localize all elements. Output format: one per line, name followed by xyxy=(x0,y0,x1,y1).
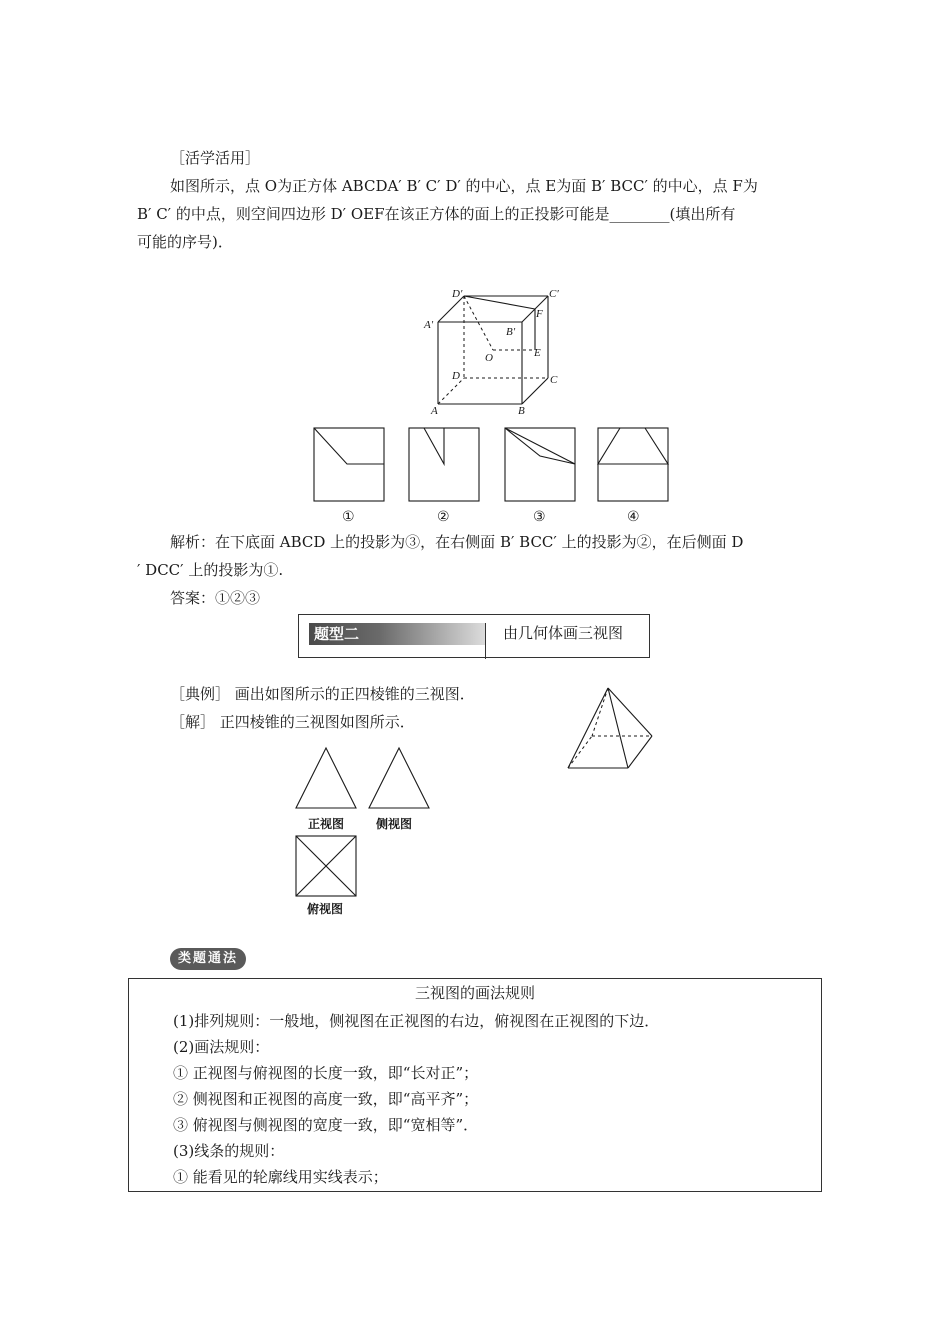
rules-row: ① 能看见的轮廓线用实线表示； xyxy=(173,1168,388,1186)
rules-row: (1)排列规则：一般地，侧视图在正视图的右边，俯视图在正视图的下边． xyxy=(173,1012,660,1030)
summary-pill: 类题通法 xyxy=(170,948,246,970)
side-view-caption: 侧视图 xyxy=(376,817,413,831)
label-b1: B′ xyxy=(506,326,516,338)
rules-row: ① 正视图与俯视图的长度一致，即“长对正”； xyxy=(173,1064,479,1082)
exercise-heading: ［活学活用］ xyxy=(170,149,261,167)
label-d1: D′ xyxy=(452,288,463,300)
label-c1: C′ xyxy=(549,288,559,300)
example-solution: ［解］ 正四棱锥的三视图如图所示． xyxy=(170,713,415,731)
label-c: C xyxy=(550,374,558,386)
label-e: E xyxy=(534,347,541,359)
label-a: A xyxy=(431,405,438,417)
option-3-number: ③ xyxy=(533,509,546,525)
label-d: D xyxy=(452,370,460,382)
banner-tag xyxy=(309,623,485,645)
front-view-triangle xyxy=(296,748,356,808)
option-4-number: ④ xyxy=(627,509,640,525)
rules-row: (3)线条的规则： xyxy=(173,1142,285,1160)
label-f: F xyxy=(536,308,543,320)
label-a1: A′ xyxy=(424,319,434,331)
option-2-number: ② xyxy=(437,509,450,525)
section-banner xyxy=(298,614,650,658)
front-view-caption: 正视图 xyxy=(308,817,345,831)
label-o: O xyxy=(485,352,493,364)
exercise-line-1: 如图所示，点 O为正方体 ABCDA′ B′ C′ D′ 的中心，点 E为面 B′ BCC′ 的中心，点 F为 xyxy=(170,177,758,195)
analysis-line-1: 解析：在下底面 ABCD 上的投影为③，在右侧面 B′ BCC′ 上的投影为②，在后侧面 D xyxy=(170,533,744,551)
banner-tag-label: 题型二 xyxy=(314,625,360,643)
option-3-square xyxy=(505,428,575,501)
exercise-line-2: B′ C′ 的中点，则空间四边形 D′ OEF在该正方体的面上的正投影可能是________(填出所有 xyxy=(137,205,736,223)
top-view-caption: 俯视图 xyxy=(307,902,344,916)
exercise-line-3: 可能的序号)． xyxy=(137,233,233,251)
rules-title: 三视图的画法规则 xyxy=(414,984,535,1002)
option-1-number: ① xyxy=(342,509,355,525)
side-view-triangle xyxy=(369,748,429,808)
rules-row: ② 侧视图和正视图的高度一致，即“高平齐”； xyxy=(173,1090,479,1108)
rules-row: ③ 俯视图与侧视图的宽度一致，即“宽相等”． xyxy=(173,1116,479,1134)
label-b: B xyxy=(518,405,525,417)
answer-line: 答案：①②③ xyxy=(170,589,261,607)
analysis-line-2: ′ DCC′ 上的投影为①. xyxy=(137,561,284,579)
example-problem: ［典例］ 画出如图所示的正四棱锥的三视图． xyxy=(170,685,475,703)
banner-title: 由几何体画三视图 xyxy=(503,624,624,642)
rules-row: (2)画法规则： xyxy=(173,1038,270,1056)
rules-box xyxy=(128,978,822,1192)
banner-divider xyxy=(485,623,486,659)
